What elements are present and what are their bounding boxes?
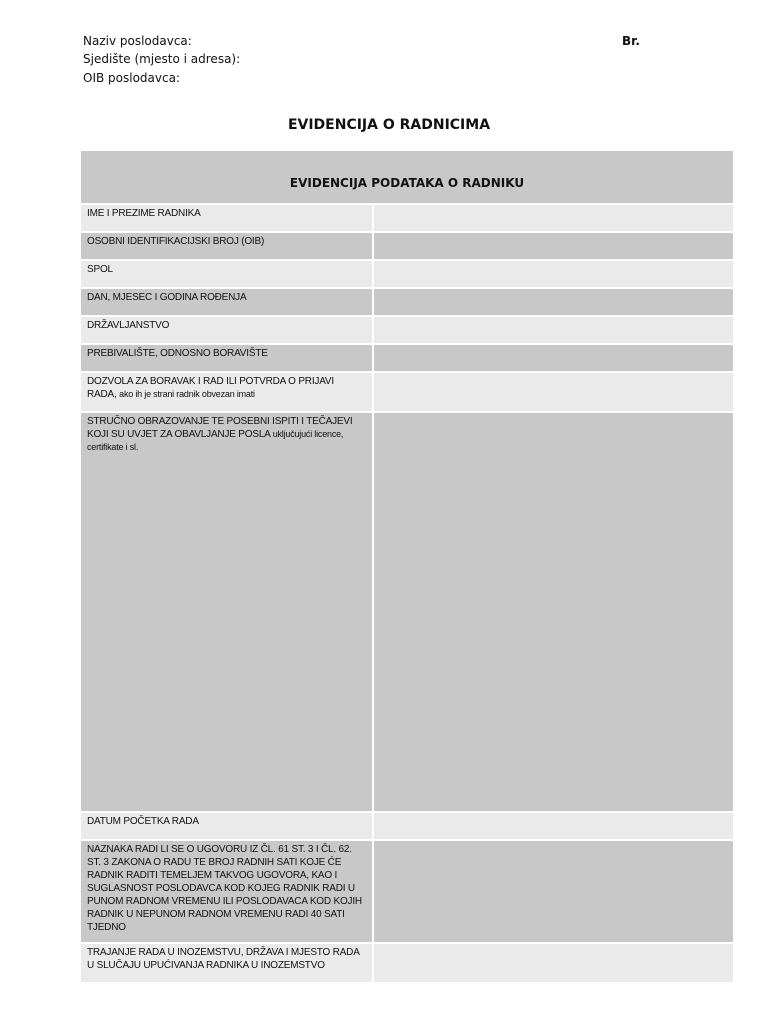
- table-row-contract-details: [81, 839, 733, 942]
- table-row-full-name: [81, 203, 733, 231]
- row-label-text: OSOBNI IDENTIFIKACIJSKI BROJ (OIB): [87, 236, 265, 247]
- row-label-note: uključujući licence, certifikate i sl.: [87, 429, 344, 452]
- row-label-text: DATUM POČETKA RADA: [87, 816, 199, 827]
- document-title: EVIDENCIJA O RADNICIMA: [287, 117, 491, 133]
- table-row-gender: [81, 259, 733, 287]
- citizenship-field[interactable]: [374, 317, 733, 343]
- row-label: [81, 413, 372, 811]
- document-number-label: Br.: [622, 34, 640, 48]
- table-row-birth-date: [81, 287, 733, 315]
- row-label-text: DAN, MJESEC I GODINA ROĐENJA: [87, 292, 247, 303]
- table-row-citizenship: [81, 315, 733, 343]
- row-label: [81, 233, 372, 259]
- employer-name-label: Naziv poslodavca:: [83, 34, 192, 48]
- row-label-text: SPOL: [87, 264, 113, 275]
- table-row-residence: [81, 343, 733, 371]
- oib-field[interactable]: [374, 233, 733, 259]
- employee-record-table: [81, 151, 733, 982]
- row-label-text: IME I PREZIME RADNIKA: [87, 208, 201, 219]
- table-heading: EVIDENCIJA PODATAKA O RADNIKU: [81, 151, 733, 203]
- row-label-text: DOZVOLA ZA BORAVAK I RAD ILI POTVRDA O PRIJAVI RADA,: [87, 376, 334, 400]
- row-label-text: PREBIVALIŠTE, ODNOSNO BORAVIŠTE: [87, 348, 268, 359]
- table-row-work-permit: [81, 371, 733, 411]
- row-label: [81, 205, 372, 231]
- row-label: [81, 813, 372, 839]
- row-label-note: ako ih je strani radnik obvezan imati: [119, 389, 255, 399]
- row-label-text: STRUČNO OBRAZOVANJE TE POSEBNI ISPITI I TEČAJEVI KOJI SU UVJET ZA OBAVLJANJE POSLA: [87, 416, 353, 440]
- work-permit-field[interactable]: [374, 373, 733, 411]
- row-label: [81, 345, 372, 371]
- contract-details-field[interactable]: [374, 841, 733, 942]
- row-label: [81, 944, 372, 982]
- employer-oib-label: OIB poslodavca:: [83, 71, 180, 85]
- full-name-field[interactable]: [374, 205, 733, 231]
- row-label-text: NAZNAKA RADI LI SE O UGOVORU IZ ČL. 61 ST. 3 I ČL. 62. ST. 3 ZAKONA O RADU TE BROJ RADNIH SATI KOJE ĆE RADNIK RADITI TEMELJEM TAKVOG UGOVORA, KAO I SUGLASNOST POSLODAVCA KOD KOJEG RADNIK RADI U PUNOM RADNOM VREMENU ILI POSLODAVACA KOD KOJIH RADNIK U NEPUNOM RADNOM VREMENU RADI 40 SATI TJEDNO: [87, 844, 362, 933]
- row-label: [81, 841, 372, 942]
- table-row-work-abroad: [81, 942, 733, 982]
- row-label: [81, 317, 372, 343]
- row-label: [81, 373, 372, 411]
- qualifications-field[interactable]: [374, 413, 733, 811]
- headquarters-label: Sjedište (mjesto i adresa):: [83, 52, 241, 66]
- row-label-text: TRAJANJE RADA U INOZEMSTVU, DRŽAVA I MJESTO RADA U SLUČAJU UPUĆIVANJA RADNIKA U INOZEMSTVO: [87, 947, 360, 971]
- table-row-qualifications: [81, 411, 733, 811]
- row-label: [81, 289, 372, 315]
- residence-field[interactable]: [374, 345, 733, 371]
- table-row-start-date: [81, 811, 733, 839]
- table-row-oib: [81, 231, 733, 259]
- row-label: [81, 261, 372, 287]
- gender-field[interactable]: [374, 261, 733, 287]
- birth-date-field[interactable]: [374, 289, 733, 315]
- row-label-text: DRŽAVLJANSTVO: [87, 320, 170, 331]
- start-date-field[interactable]: [374, 813, 733, 839]
- work-abroad-field[interactable]: [374, 944, 733, 982]
